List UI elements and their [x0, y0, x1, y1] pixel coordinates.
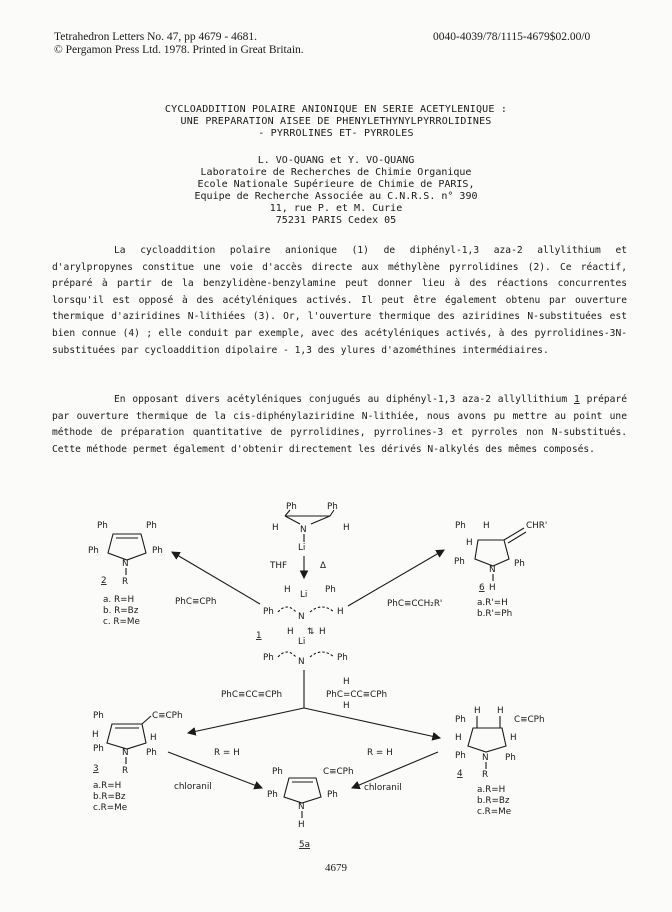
reagent-enyne: PhC=CC≡CPh — [326, 690, 388, 700]
label-li: Li — [298, 637, 306, 647]
article-code: 0040-4039/78/1115-4679$02.00/0 — [433, 31, 591, 43]
pyrrole-2-structure — [88, 521, 163, 627]
label-chr: CHR' — [526, 521, 548, 531]
compound-4a: a.R=H — [477, 785, 506, 795]
label-h: H — [150, 733, 157, 743]
title-line-2: UNE PREPARATION AISEE DE PHENYLETHYNYLPYRROLIDINES — [180, 116, 492, 127]
label-h: H — [272, 523, 279, 533]
label-thf: THF — [270, 561, 288, 571]
compound-6a: a.R'=H — [477, 598, 508, 608]
bond — [504, 528, 524, 540]
reagent-propyne: PhC≡CCH₂R' — [387, 599, 443, 609]
label-ph: Ph — [325, 585, 336, 595]
label-ph: Ph — [97, 521, 108, 531]
label-ph: Ph — [88, 546, 99, 556]
affiliation-2: Ecole Nationale Supérieure de Chimie de PARIS, — [197, 179, 475, 190]
label-h: H — [298, 820, 305, 830]
title-line-3: - PYRROLINES ET- PYRROLES — [258, 128, 414, 139]
pyrrolidine-6-structure — [454, 521, 547, 619]
label-ph: Ph — [263, 653, 274, 663]
compound-6b: b.R'=Ph — [477, 609, 513, 619]
label-n: N — [122, 559, 129, 569]
address-1: 11, rue P. et M. Curie — [269, 203, 403, 214]
label-h: H — [455, 733, 462, 743]
label-h: H — [483, 521, 490, 531]
label-h: H — [92, 730, 99, 740]
label-ph: Ph — [146, 748, 157, 758]
label-ph: Ph — [455, 521, 466, 531]
compound-6-label: 6 — [479, 583, 485, 593]
label-ph: Ph — [263, 607, 274, 617]
pyrrolidine-4-structure — [455, 706, 545, 817]
compound-2-label: 2 — [101, 576, 107, 586]
copyright-line: © Pergamon Press Ltd. 1978. Printed in Great Britain. — [54, 44, 304, 56]
label-n: N — [122, 748, 129, 758]
bond — [285, 516, 300, 524]
compound-3a: a.R=H — [93, 781, 122, 791]
compound-3c: c.R=Me — [93, 803, 128, 813]
pyrrole-5a-structure — [267, 767, 354, 850]
label-h: H — [287, 627, 294, 637]
label-n: N — [489, 565, 496, 575]
reagent-chloranil: chloranil — [364, 783, 402, 793]
paragraph-1-text: La cycloaddition polaire anionique (1) de diphényl-1,3 aza-2 allylithium et d'arylpropynes constitue une voie d'accès directe aux méthylène pyrrolidines (2). Ce réactif, préparé à partir de la benzylidène-benzylamine peut donner lieu à des réactions concurrentes lorsqu'il est opposé à des acétyléniques activés. Il peut être également obtenu par ouverture thermique d'aziridines N-lithiées (3). Or, l'ouverture thermique des aziridines N-substituées est bien connue (4) ; elle conduit par exemple, avec des acétyléniques activés, à des pyrrolidines-3N-substituées par cycloaddition dipolaire - 1,3 des ylures d'azométhines intermédiaires. — [52, 245, 627, 356]
label-h: H — [319, 627, 326, 637]
label-ph: Ph — [455, 715, 466, 725]
azaallyllithium-structure — [256, 585, 348, 667]
label-h: H — [510, 733, 517, 743]
label-r: R — [122, 577, 129, 587]
arrow-to-6 — [348, 550, 444, 606]
label-ph: Ph — [327, 502, 338, 512]
label-ph: Ph — [267, 790, 278, 800]
label-r: R — [122, 766, 129, 776]
label-ceph: C≡CPh — [514, 715, 545, 725]
title-line-1: CYCLOADDITION POLAIRE ANIONIQUE EN SERIE ACETYLENIQUE : — [164, 104, 508, 115]
pyrroline-3-structure — [92, 711, 183, 813]
label-n: N — [298, 612, 305, 622]
bond — [310, 652, 334, 657]
compound-4-label: 4 — [457, 769, 463, 779]
condition-r-h: R = H — [214, 748, 240, 758]
aziridine-structure — [272, 502, 350, 553]
affiliation-3: Equipe de Recherche Associée au C.N.R.S. n° 390 — [194, 191, 478, 202]
label-ph: Ph — [146, 521, 157, 531]
condition-r-h: R = H — [367, 748, 393, 758]
bond — [142, 716, 151, 724]
compound-ref-1: 1 — [573, 394, 580, 405]
author-names: L. VO-QUANG et Y. VO-QUANG — [257, 155, 415, 166]
label-ph: Ph — [152, 546, 163, 556]
label-ph: Ph — [327, 790, 338, 800]
label-ph: Ph — [93, 711, 104, 721]
label-ph: Ph — [337, 653, 348, 663]
bond — [278, 652, 296, 657]
label-h: H — [284, 585, 291, 595]
bond — [310, 607, 334, 612]
label-ph: Ph — [514, 559, 525, 569]
label-n: N — [482, 753, 489, 763]
label-ceph: C≡CPh — [323, 767, 354, 777]
bond — [508, 532, 526, 543]
affiliation-1: Laboratoire de Recherches de Chimie Organique — [200, 167, 472, 178]
arrow-to-4 — [304, 708, 440, 738]
label-h: H — [466, 538, 473, 548]
label-h: H — [474, 706, 481, 716]
label-li: Li — [300, 590, 308, 600]
label-delta: Δ — [320, 561, 327, 571]
label-n: N — [300, 525, 307, 535]
reagent-diphenylacetylene: PhC≡CPh — [175, 597, 217, 607]
bond — [311, 516, 330, 524]
equilibrium-arrows: ⇅ — [307, 627, 315, 637]
bond — [278, 607, 296, 612]
label-r: R — [482, 770, 489, 780]
reagent-diyne: PhC≡CC≡CPh — [221, 690, 283, 700]
compound-2b: b. R=Bz — [103, 606, 139, 616]
ring — [475, 540, 509, 566]
page-number: 4679 — [325, 862, 347, 874]
label-n: N — [298, 657, 305, 667]
compound-4c: c.R=Me — [477, 807, 512, 817]
arrow-to-3 — [188, 708, 304, 733]
label-h: H — [337, 607, 344, 617]
paragraph-2-text-a: En opposant divers acétyléniques conjugués au diphényl-1,3 aza-2 allyllithium — [114, 394, 568, 405]
label-ph: Ph — [455, 751, 466, 761]
label-ceph: C≡CPh — [152, 711, 183, 721]
label-ph: Ph — [93, 744, 104, 754]
reagent-enyne-h: H — [343, 677, 350, 687]
label-h: H — [343, 523, 350, 533]
label-ph: Ph — [286, 502, 297, 512]
address-2: 75231 PARIS Cedex 05 — [275, 215, 397, 226]
label-ph: Ph — [272, 767, 283, 777]
reagent-enyne-h: H — [343, 701, 350, 711]
ring — [468, 728, 506, 752]
label-ph: Ph — [454, 557, 465, 567]
compound-2c: c. R=Me — [103, 617, 140, 627]
label-h: H — [489, 583, 496, 593]
compound-3b: b.R=Bz — [93, 792, 126, 802]
reagent-chloranil: chloranil — [174, 782, 212, 792]
journal-citation: Tetrahedron Letters No. 47, pp 4679 - 4681. — [54, 31, 257, 43]
compound-1-label: 1 — [256, 631, 262, 641]
label-h: H — [497, 706, 504, 716]
compound-2a: a. R=H — [103, 595, 135, 605]
compound-5a-label: 5a — [299, 840, 310, 850]
label-ph: Ph — [505, 753, 516, 763]
label-li: Li — [298, 543, 306, 553]
paragraph-2-text-b: préparé par ouverture thermique de la cis-diphénylaziridine N-lithiée, nous avons pu mettre au point une méthode de préparation quantitative de pyrrolidines, pyrrolines-3 et pyrroles non N-substitués. Cette méthode permet également d'obtenir directement les dérivés N-alkylés des mêmes composés. — [52, 394, 627, 455]
compound-3-label: 3 — [93, 764, 99, 774]
compound-4b: b.R=Bz — [477, 796, 510, 806]
label-n: N — [298, 802, 305, 812]
